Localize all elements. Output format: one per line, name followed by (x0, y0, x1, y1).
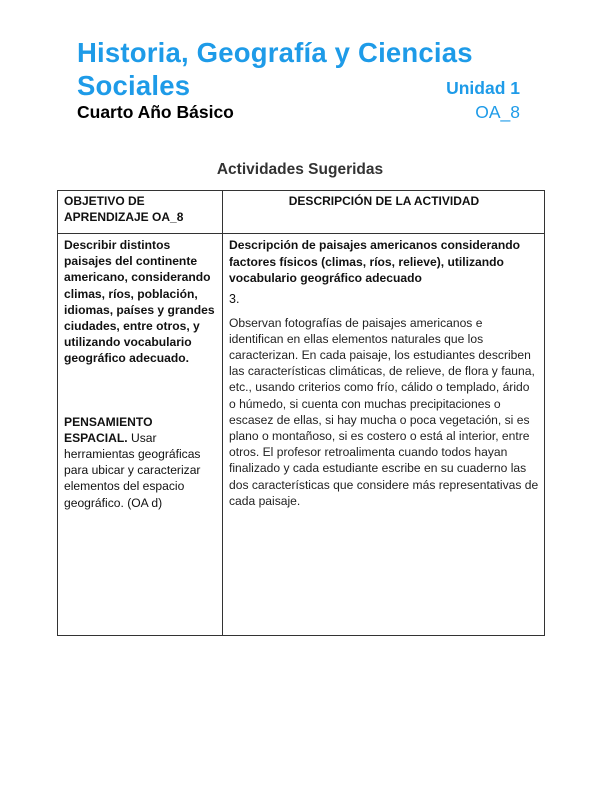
document-title-line2: Sociales (77, 70, 191, 101)
objective-code-label: OA_8 (475, 102, 520, 122)
objective-text: Describir distintos paisajes del continente americano, considerando climas, ríos, población, idiomas, países y grandes ciudades, entre otros, y utilizando vocabulario geográfico adecuado. (64, 238, 215, 366)
table-row (58, 234, 545, 636)
col-header-description: DESCRIPCIÓN DE LA ACTIVIDAD (223, 191, 545, 234)
activity-table (57, 190, 545, 636)
activity-title: Descripción de paisajes americanos considerando factores físicos (climas, ríos, relieve), utilizando vocabulario geográfico adecuado (229, 238, 521, 285)
col-header-objective: OBJETIVO DE APRENDIZAJE OA_8 (58, 191, 223, 234)
document-title-line1: Historia, Geografía y Ciencias (77, 37, 473, 68)
skill-text: Usar herramientas geográficas para ubicar y caracterizar elementos del espacio geográfico. (OA d) (64, 430, 201, 510)
table-header-row (58, 191, 545, 234)
unit-label: Unidad 1 (446, 78, 520, 98)
objective-cell (58, 234, 223, 636)
section-heading: Actividades Sugeridas (216, 161, 384, 178)
skill-paragraph (64, 414, 217, 511)
grade-label: Cuarto Año Básico (77, 102, 234, 122)
activity-description: Observan fotografías de paisajes americanos e identifican en ellas elementos naturales que los caracterizan. En cada paisaje, los estudiantes describen las características climáticas, de relieve, de flora y fauna, etc., usando criterios como frío, cálido o templado, árido o húmedo, si cuenta con muchas precipitaciones o escasez de ellas, si hay mucha o poca vegetación, si es plano o montañoso, si es costero o está al interior, entre otros. El profesor retroalimenta cuando todos hayan finalizado y cada estudiante escribe en su cuaderno las dos características que considere más representativas de cada paisaje. (229, 315, 539, 508)
skill-title: PENSAMIENTO ESPACIAL. (64, 414, 153, 445)
description-cell (223, 234, 545, 636)
activity-number: 3. (229, 291, 240, 306)
